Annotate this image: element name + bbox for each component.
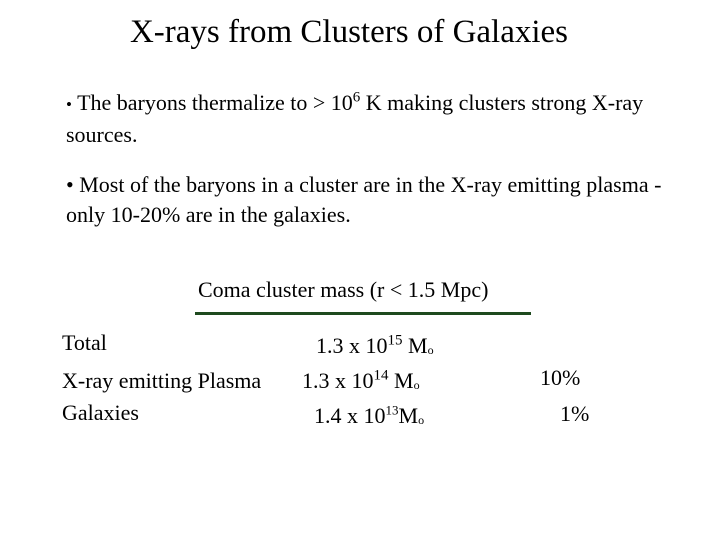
- bullet-text: Most of the baryons in a cluster are in the X-ray emitting plasma - only 10-20% are in the galaxies.: [66, 172, 662, 227]
- mass-mantissa: 1.4 x 10: [314, 403, 386, 428]
- mass-unit: M: [402, 333, 428, 358]
- row-label-galaxies: Galaxies: [62, 400, 139, 425]
- bullet-baryons-thermalize: [66, 88, 676, 150]
- mass-mantissa: 1.3 x 10: [302, 368, 374, 393]
- temperature-exponent: 6: [352, 89, 361, 106]
- table-heading: Coma cluster mass (r < 1.5 Mpc): [198, 277, 489, 302]
- mass-unit: M: [388, 368, 414, 393]
- bullet-baryons-plasma: [66, 170, 676, 230]
- mass-exponent: 13: [385, 402, 399, 418]
- mass-galaxies: [314, 403, 424, 429]
- fraction-galaxies: 1%: [560, 401, 590, 426]
- slide-title: X-rays from Clusters of Galaxies: [129, 14, 569, 50]
- row-label-plasma: X-ray emitting Plasma: [62, 368, 262, 393]
- bullet-marker: •: [66, 172, 74, 197]
- fraction-plasma: 10%: [540, 365, 581, 390]
- heading-underline: [195, 312, 531, 315]
- solar-mass-symbol: o: [413, 378, 420, 392]
- mass-exponent: 14: [373, 367, 389, 384]
- mass-total: [316, 333, 434, 359]
- bullet-text-start: The baryons thermalize to > 10: [77, 90, 353, 115]
- mass-plasma: [302, 368, 420, 394]
- solar-mass-symbol: o: [418, 413, 425, 427]
- mass-exponent: 15: [387, 332, 403, 349]
- mass-unit: M: [398, 403, 419, 428]
- row-label-total: Total: [62, 330, 107, 355]
- mass-mantissa: 1.3 x 10: [316, 333, 388, 358]
- bullet-marker: •: [66, 95, 72, 114]
- bullet-text-end: K making clusters strong X-ray sources.: [66, 90, 644, 147]
- solar-mass-symbol: o: [427, 343, 434, 357]
